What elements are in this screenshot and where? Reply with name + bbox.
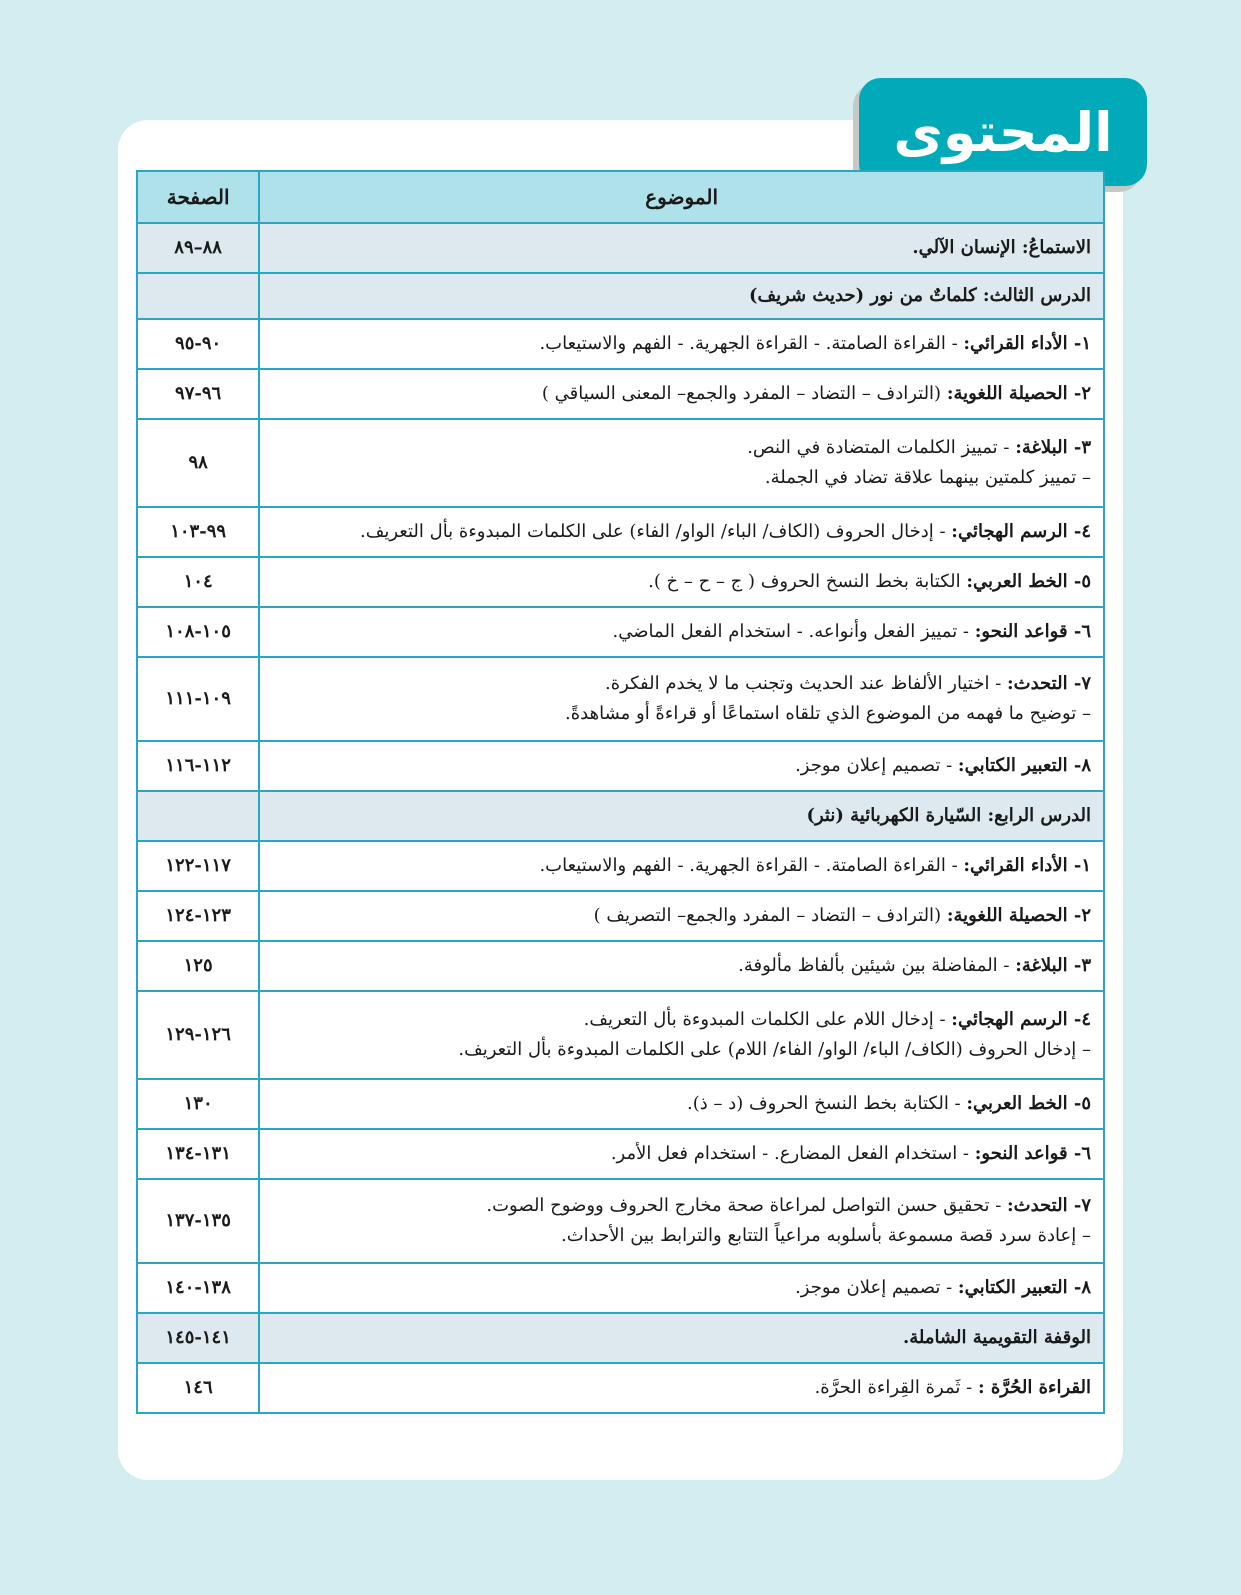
table-row	[137, 1363, 1104, 1413]
topic-label: ٢- الحصيلة اللغوية:	[946, 383, 1091, 404]
topic-cell	[259, 1129, 1104, 1179]
table-row	[137, 791, 1104, 841]
topic-label: ٥- الخط العربي:	[966, 571, 1091, 592]
topic-label: ٨- التعبير الكتابي:	[957, 755, 1091, 776]
topic-label: ٤- الرسم الهجائي:	[951, 521, 1091, 542]
topic-label: الاستماعُ: الإنسان الآلي.	[912, 237, 1091, 258]
topic-cell	[259, 419, 1104, 507]
topic-cell	[259, 1179, 1104, 1263]
page-cell: ١١٢-١١٦	[137, 741, 259, 791]
topic-label: ١- الأداء القرائي:	[963, 855, 1091, 876]
table-body	[137, 223, 1104, 1413]
topic-label: ٢- الحصيلة اللغوية:	[946, 905, 1091, 926]
table-row	[137, 557, 1104, 607]
topic-label: ٥- الخط العربي:	[966, 1093, 1091, 1114]
page-cell: ١٣٥-١٣٧	[137, 1179, 259, 1263]
topic-cell	[259, 891, 1104, 941]
page-cell: ٩٨	[137, 419, 259, 507]
topic-label: ٨- التعبير الكتابي:	[957, 1277, 1091, 1298]
topic-text: – تمييز كلمتين بينهما علاقة تضاد في الجملة.	[764, 467, 1091, 488]
topic-cell	[259, 319, 1104, 369]
page-cell: ٩٦-٩٧	[137, 369, 259, 419]
topic-label: الدرس الرابع: السّيارة الكهربائية (نثر)	[806, 805, 1091, 826]
topic-label: ٧- التحدث:	[1007, 673, 1091, 694]
topic-text: (الترادف – التضاد – المفرد والجمع– التصريف )	[593, 905, 942, 926]
topic-cell	[259, 607, 1104, 657]
topic-text: – إدخال الحروف (الكاف/ الباء/ الواو/ الفاء/ اللام) على الكلمات المبدوءة بأل التعريف.	[458, 1039, 1091, 1060]
topic-label: القراءة الحُرَّة :	[977, 1377, 1091, 1398]
table-row	[137, 223, 1104, 273]
topic-text: - تمييز الكلمات المتضادة في النص.	[747, 437, 1010, 458]
topic-cell	[259, 741, 1104, 791]
topic-cell	[259, 1079, 1104, 1129]
page-cell: ٩٩-١٠٣	[137, 507, 259, 557]
topic-cell	[259, 1263, 1104, 1313]
page-cell: ١٣٨-١٤٠	[137, 1263, 259, 1313]
table-row	[137, 273, 1104, 319]
topic-text: – إعادة سرد قصة مسموعة بأسلوبه مراعياً التتابع والترابط بين الأحداث.	[560, 1225, 1091, 1246]
page-cell: ١٠٩-١١١	[137, 657, 259, 741]
topic-text: - تمييز الفعل وأنواعه. - استخدام الفعل الماضي.	[612, 621, 970, 642]
table-row	[137, 607, 1104, 657]
topic-cell	[259, 841, 1104, 891]
table-row	[137, 841, 1104, 891]
topic-cell	[259, 791, 1104, 841]
page-title: المحتوى	[893, 100, 1113, 164]
table-row	[137, 657, 1104, 741]
topic-cell	[259, 273, 1104, 319]
topic-cell	[259, 1363, 1104, 1413]
table-row	[137, 369, 1104, 419]
topic-text: - إدخال الحروف (الكاف/ الباء/ الواو/ الفاء) على الكلمات المبدوءة بأل التعريف.	[360, 521, 946, 542]
topic-cell	[259, 507, 1104, 557]
table-row	[137, 419, 1104, 507]
page-cell	[137, 791, 259, 841]
topic-text: - تصميم إعلان موجز.	[795, 755, 953, 776]
topic-cell	[259, 941, 1104, 991]
page-cell: ٨٨–٨٩	[137, 223, 259, 273]
topic-label: الدرس الثالث: كلماتٌ من نور (حديث شريف)	[748, 285, 1091, 306]
topic-cell	[259, 1313, 1104, 1363]
topic-cell	[259, 369, 1104, 419]
topic-label: ٧- التحدث:	[1007, 1195, 1091, 1216]
topic-text: - ثَمرة القِراءة الحرَّة.	[814, 1377, 973, 1398]
table-row	[137, 1129, 1104, 1179]
topic-cell	[259, 991, 1104, 1079]
topic-text: – توضيح ما فهمه من الموضوع الذي تلقاه استماعًا أو قراءةً أو مشاهدةً.	[565, 703, 1091, 724]
table-row	[137, 1263, 1104, 1313]
topic-cell	[259, 557, 1104, 607]
table-row	[137, 1313, 1104, 1363]
page-cell: ١٤١-١٤٥	[137, 1313, 259, 1363]
table-row	[137, 1179, 1104, 1263]
topic-text: - استخدام الفعل المضارع. - استخدام فعل الأمر.	[610, 1143, 970, 1164]
page-cell: ٩٠-٩٥	[137, 319, 259, 369]
topic-text: - تحقيق حسن التواصل لمراعاة صحة مخارج الحروف ووضوح الصوت.	[486, 1195, 1002, 1216]
page-cell: ١٣١-١٣٤	[137, 1129, 259, 1179]
table-row	[137, 507, 1104, 557]
topic-label: ١- الأداء القرائي:	[963, 333, 1091, 354]
topic-cell	[259, 657, 1104, 741]
page-header: الصفحة	[137, 171, 259, 223]
page-cell: ١٢٦-١٢٩	[137, 991, 259, 1079]
contents-table	[136, 170, 1105, 1414]
table-row	[137, 991, 1104, 1079]
topic-text: - الكتابة بخط النسخ الحروف (د – ذ).	[687, 1093, 961, 1114]
topic-label: ٣- البلاغة:	[1015, 437, 1091, 458]
topic-text: - القراءة الصامتة. - القراءة الجهرية. - الفهم والاستيعاب.	[539, 855, 958, 876]
topic-label: ٦- قواعد النحو:	[974, 1143, 1091, 1164]
table-header-row	[137, 171, 1104, 223]
topic-cell	[259, 223, 1104, 273]
topic-text: - تصميم إعلان موجز.	[795, 1277, 953, 1298]
page-cell	[137, 273, 259, 319]
topic-label: الوقفة التقويمية الشاملة.	[902, 1327, 1091, 1348]
page-cell: ١١٧-١٢٢	[137, 841, 259, 891]
topic-text: - إدخال اللام على الكلمات المبدوءة بأل التعريف.	[583, 1009, 946, 1030]
table-row	[137, 319, 1104, 369]
topic-label: ٦- قواعد النحو:	[974, 621, 1091, 642]
page-cell: ١٠٥-١٠٨	[137, 607, 259, 657]
topic-header: الموضوع	[259, 171, 1104, 223]
page-cell: ١٣٠	[137, 1079, 259, 1129]
page-cell: ١٤٦	[137, 1363, 259, 1413]
topic-text: - القراءة الصامتة. - القراءة الجهرية. - الفهم والاستيعاب.	[539, 333, 958, 354]
table-row	[137, 1079, 1104, 1129]
table-row	[137, 891, 1104, 941]
page-cell: ١٢٣-١٢٤	[137, 891, 259, 941]
table-row	[137, 941, 1104, 991]
topic-text: - المفاضلة بين شيئين بألفاظ مألوفة.	[738, 955, 1010, 976]
table-row	[137, 741, 1104, 791]
topic-text: (الترادف – التضاد – المفرد والجمع– المعنى السياقي )	[541, 383, 942, 404]
topic-label: ٣- البلاغة:	[1015, 955, 1091, 976]
page-cell: ١٠٤	[137, 557, 259, 607]
page-cell: ١٢٥	[137, 941, 259, 991]
topic-label: ٤- الرسم الهجائي:	[951, 1009, 1091, 1030]
topic-text: الكتابة بخط النسخ الحروف ( ج – ح – خ ).	[648, 571, 961, 592]
topic-text: - اختيار الألفاظ عند الحديث وتجنب ما لا يخدم الفكرة.	[605, 673, 1002, 694]
